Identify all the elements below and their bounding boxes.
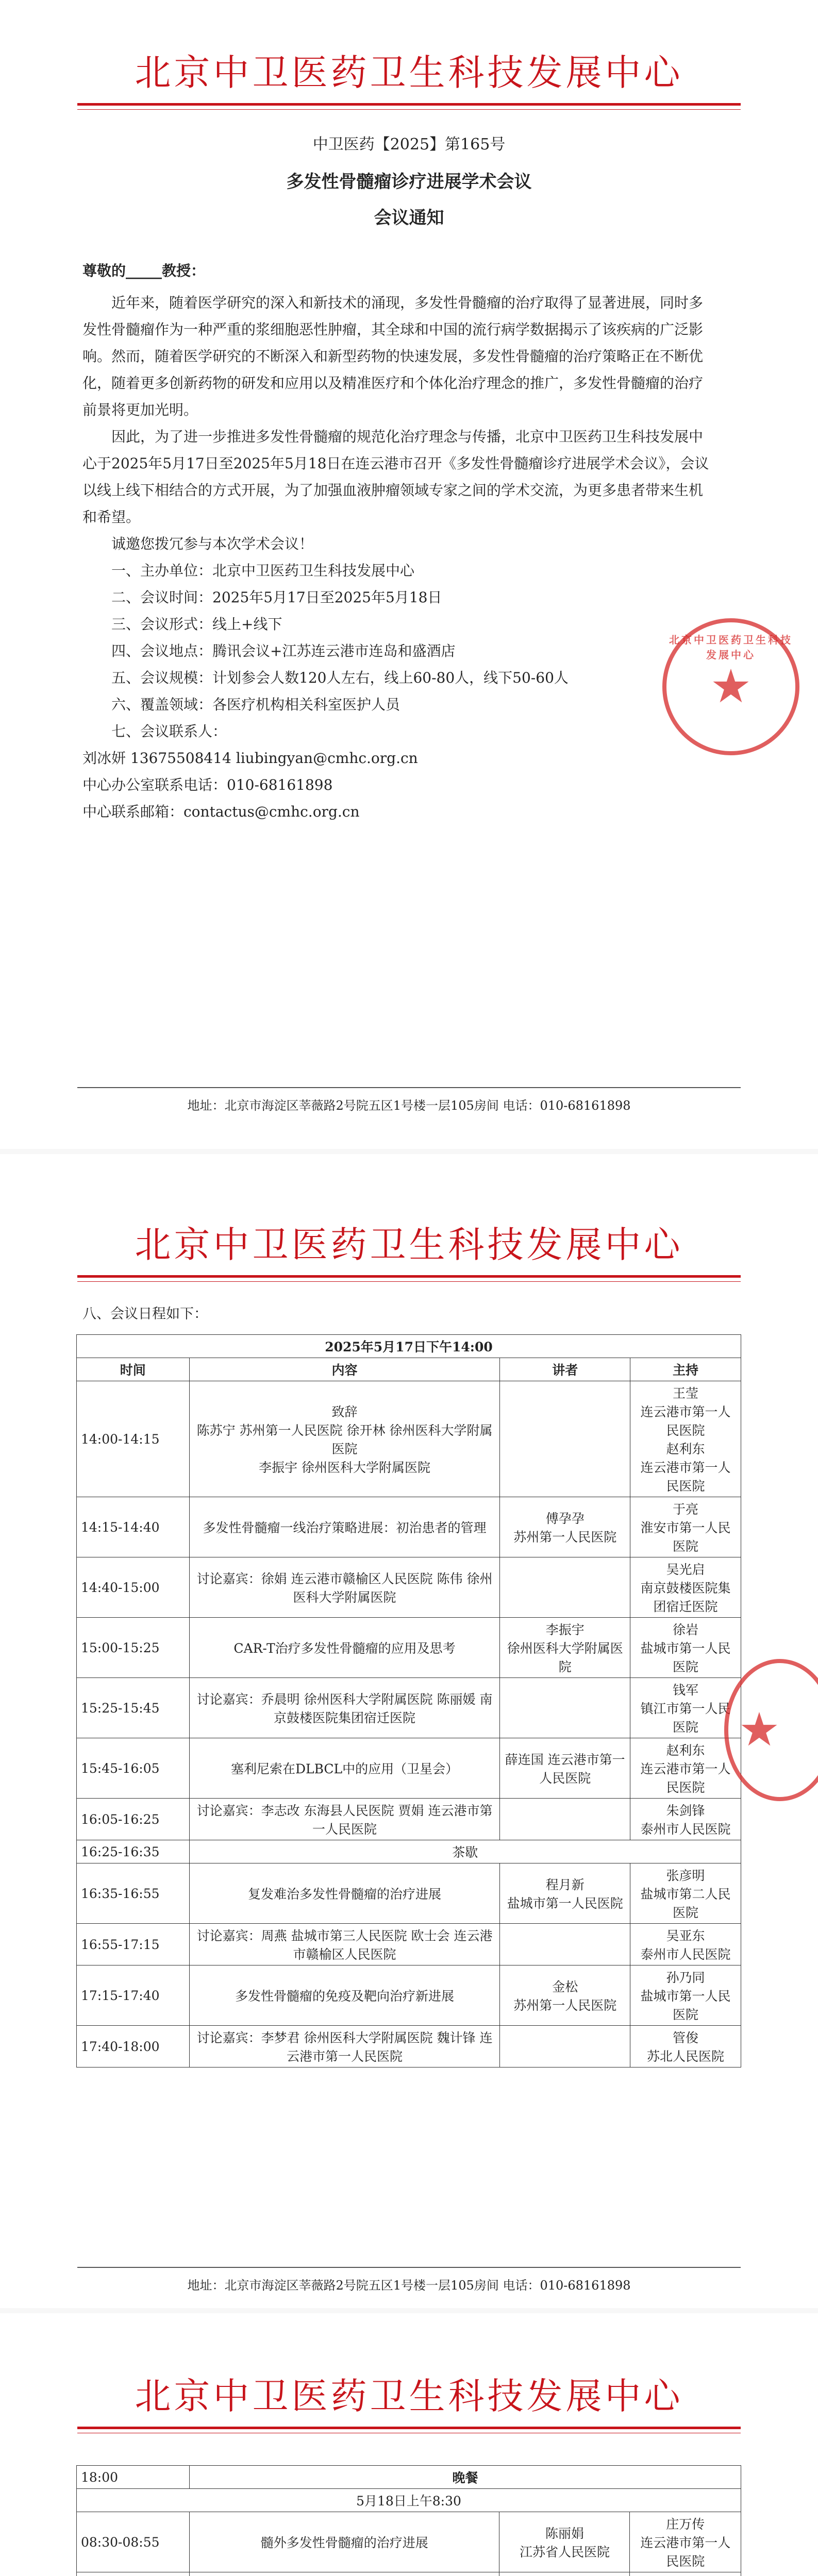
host-cell: 管俊 苏北人民医院 bbox=[630, 2026, 741, 2067]
agenda-row-day1 bbox=[77, 1840, 741, 1863]
host-cell bbox=[630, 2572, 741, 2576]
content-cell: 致辞 陈苏宁 苏州第一人民医院 徐开林 徐州医科大学附属医院 李振宇 徐州医科大学附属医院 bbox=[189, 1381, 500, 1497]
letterhead-rule-thin bbox=[77, 1281, 741, 1282]
meeting-title: 多发性骨髓瘤诊疗进展学术会议 bbox=[286, 172, 532, 192]
host-cell: 朱剑锋 泰州市人民医院 bbox=[630, 1799, 741, 1840]
agenda-row-day2 bbox=[77, 2572, 741, 2576]
speaker-cell bbox=[500, 2026, 630, 2067]
notice-body bbox=[82, 258, 711, 825]
page-2 bbox=[0, 1154, 818, 2308]
content-cell: 讨论嘉宾：乔晨明 徐州医科大学附属医院 陈丽媛 南京鼓楼医院集团宿迁医院 bbox=[189, 1678, 500, 1738]
host-cell: 于亮 淮安市第一人民医院 bbox=[630, 1497, 741, 1557]
speaker-cell: 薛连国 连云港市第一人民医院 bbox=[500, 1738, 630, 1799]
host-cell: 王莹 连云港市第一人民医院 赵利东 连云港市第一人民医院 bbox=[630, 1381, 741, 1497]
salutation: 尊敬的_____教授： bbox=[82, 262, 206, 279]
host-cell: 庄万传 连云港市第一人民医院 bbox=[630, 2512, 741, 2572]
time-cell: 14:00-14:15 bbox=[77, 1381, 190, 1497]
page-1 bbox=[0, 0, 818, 1149]
day1-title: 2025年5月17日下午14:00 bbox=[77, 1335, 741, 1358]
letterhead-rule bbox=[77, 103, 741, 106]
page-3 bbox=[0, 2313, 818, 2576]
host-cell: 孙乃同 盐城市第一人民医院 bbox=[630, 1965, 741, 2026]
content-cell: CAR-T治疗多发性骨髓瘤的应用及思考 bbox=[189, 1618, 500, 1678]
agenda-table-day2 bbox=[76, 2465, 741, 2576]
dinner-label: 晚餐 bbox=[189, 2466, 741, 2489]
agenda-row-day1 bbox=[77, 1863, 741, 1924]
paragraph-intro: 近年来，随着医学研究的深入和新技术的涌现，多发性骨髓瘤的治疗取得了显著进展，同时多发性骨髓瘤作为一种严重的浆细胞恶性肿瘤，其全球和中国的流行病学数据揭示了该疾病的广泛影响。然而，随着医学研究的不断深入和新型药物的快速发展，多发性骨髓瘤的治疗策略正在不断优化，随着更多创新药物的研发和应用以及精准医疗和个体化治疗理念的推广，多发性骨髓瘤的治疗前景将更加光明。 bbox=[82, 294, 704, 418]
col-time-header: 时间 bbox=[77, 1358, 190, 1381]
agenda-row-day1 bbox=[77, 1678, 741, 1738]
item-format: 三、会议形式：线上+线下 bbox=[111, 616, 282, 633]
content-cell: 多发性骨髓瘤的免疫及靶向治疗新进展 bbox=[189, 1965, 500, 2026]
time-cell: 15:00-15:25 bbox=[77, 1618, 190, 1678]
item-location: 四、会议地点：腾讯会议+江苏连云港市连岛和盛酒店 bbox=[111, 642, 456, 659]
agenda-row-day1 bbox=[77, 1381, 741, 1497]
agenda-row-day1 bbox=[77, 2026, 741, 2067]
content-cell: 讨论嘉宾：徐娟 连云港市赣榆区人民医院 陈伟 徐州医科大学附属医院 bbox=[189, 1557, 500, 1618]
speaker-cell bbox=[500, 1799, 630, 1840]
speaker-cell bbox=[500, 1678, 630, 1738]
agenda-row-day1 bbox=[77, 1738, 741, 1799]
content-cell: 塞利尼索在DLBCL中的应用（卫星会） bbox=[189, 1738, 500, 1799]
time-cell: 14:15-14:40 bbox=[77, 1497, 190, 1557]
speaker-cell bbox=[499, 2572, 630, 2576]
speaker-cell: 程月新 盐城市第一人民医院 bbox=[500, 1863, 630, 1924]
paragraph-invite: 诚邀您拨冗参与本次学术会议！ bbox=[111, 535, 314, 552]
speaker-cell: 傅孕孕 苏州第一人民医院 bbox=[500, 1497, 630, 1557]
contact-person: 刘冰妍 13675508414 liubingyan@cmhc.org.cn bbox=[82, 750, 418, 767]
time-cell bbox=[77, 2572, 190, 2576]
letterhead-rule bbox=[77, 1275, 741, 1278]
content-cell: 讨论嘉宾：李梦君 徐州医科大学附属医院 魏计锋 连云港市第一人民医院 bbox=[189, 2026, 500, 2067]
time-cell: 14:40-15:00 bbox=[77, 1557, 190, 1618]
seal-star-icon: ★ bbox=[738, 1703, 780, 1757]
host-cell: 张彦明 盐城市第二人民医院 bbox=[630, 1863, 741, 1924]
seal-star-icon: ★ bbox=[710, 659, 752, 714]
item-coverage: 六、覆盖领域：各医疗机构相关科室医护人员 bbox=[111, 696, 400, 713]
speaker-cell: 陈丽娟 江苏省人民医院 bbox=[499, 2512, 630, 2572]
agenda-row-day1 bbox=[77, 1924, 741, 1965]
letterhead-title: 北京中卫医药卫生科技发展中心 bbox=[135, 52, 683, 94]
item-organizer: 一、主办单位：北京中卫医药卫生科技发展中心 bbox=[111, 562, 415, 579]
day2-title: 5月18日上午8:30 bbox=[77, 2489, 741, 2512]
time-cell: 15:45-16:05 bbox=[77, 1738, 190, 1799]
seal-text: 北京中卫医药卫生科技发展中心 bbox=[669, 634, 793, 661]
speaker-cell: 李振宇 徐州医科大学附属医院 bbox=[500, 1618, 630, 1678]
item-scale: 五、会议规模：计划参会人数120人左右，线上60-80人，线下50-60人 bbox=[111, 669, 569, 686]
letterhead-title: 北京中卫医药卫生科技发展中心 bbox=[135, 1224, 683, 1266]
item-time: 二、会议时间：2025年5月17日至2025年5月18日 bbox=[111, 589, 442, 606]
time-cell: 16:05-16:25 bbox=[77, 1799, 190, 1840]
time-cell: 17:15-17:40 bbox=[77, 1965, 190, 2026]
speaker-cell bbox=[500, 1924, 630, 1965]
col-host-header: 主持 bbox=[630, 1358, 741, 1381]
speaker-cell bbox=[500, 1381, 630, 1497]
paragraph-purpose: 因此，为了进一步推进多发性骨髓瘤的规范化治疗理念与传播，北京中卫医药卫生科技发展中心于2025年5月17日至2025年5月18日在连云港市召开《多发性骨髓瘤诊疗进展学术会议》，会议以线上线下相结合的方式开展，为了加强血液肿瘤领域专家之间的学术交流，为更多患者带来生机和希望。 bbox=[82, 428, 709, 526]
host-cell: 赵利东 连云港市第一人民医院 bbox=[630, 1738, 741, 1799]
time-cell: 17:40-18:00 bbox=[77, 2026, 190, 2067]
page-footer: 地址：北京市海淀区莘薇路2号院五区1号楼一层105房间 电话：010-68161898 bbox=[77, 1087, 741, 1113]
agenda-row-day1 bbox=[77, 1497, 741, 1557]
host-cell: 吴光启 南京鼓楼医院集团宿迁医院 bbox=[630, 1557, 741, 1618]
notice-title: 会议通知 bbox=[374, 208, 444, 228]
time-cell: 16:55-17:15 bbox=[77, 1924, 190, 1965]
content-cell bbox=[189, 2572, 499, 2576]
contact-email: 中心联系邮箱：contactus@cmhc.org.cn bbox=[82, 803, 360, 820]
contact-office-phone: 中心办公室联系电话：010-68161898 bbox=[82, 776, 333, 793]
agenda-row-day1 bbox=[77, 1618, 741, 1678]
col-speaker-header: 讲者 bbox=[500, 1358, 630, 1381]
agenda-heading: 八、会议日程如下： bbox=[82, 1306, 208, 1322]
agenda-row-day1 bbox=[77, 1965, 741, 2026]
doc-number: 中卫医药【2025】第165号 bbox=[312, 135, 506, 154]
speaker-cell bbox=[500, 1557, 630, 1618]
letterhead-title: 北京中卫医药卫生科技发展中心 bbox=[135, 2375, 683, 2417]
content-cell: 复发难治多发性骨髓瘤的治疗进展 bbox=[189, 1863, 500, 1924]
agenda-row-day1 bbox=[77, 1557, 741, 1618]
agenda-table-day1 bbox=[76, 1334, 741, 2067]
dinner-time: 18:00 bbox=[77, 2466, 190, 2489]
host-cell: 吴亚东 泰州市人民医院 bbox=[630, 1924, 741, 1965]
time-cell: 16:25-16:35 bbox=[77, 1840, 190, 1863]
agenda-row-day1 bbox=[77, 1799, 741, 1840]
content-cell: 茶歇 bbox=[189, 1840, 741, 1863]
time-cell: 16:35-16:55 bbox=[77, 1863, 190, 1924]
content-cell: 髓外多发性骨髓瘤的治疗进展 bbox=[189, 2512, 499, 2572]
host-cell: 钱军 镇江市第一人民医院 bbox=[630, 1678, 741, 1738]
speaker-cell: 金松 苏州第一人民医院 bbox=[500, 1965, 630, 2026]
col-content-header: 内容 bbox=[189, 1358, 500, 1381]
time-cell: 15:25-15:45 bbox=[77, 1678, 190, 1738]
agenda-row-day2 bbox=[77, 2512, 741, 2572]
official-seal bbox=[662, 618, 799, 755]
page-footer: 地址：北京市海淀区莘薇路2号院五区1号楼一层105房间 电话：010-68161898 bbox=[77, 2267, 741, 2293]
content-cell: 讨论嘉宾：周燕 盐城市第三人民医院 欧士会 连云港市赣榆区人民医院 bbox=[189, 1924, 500, 1965]
time-cell: 08:30-08:55 bbox=[77, 2512, 190, 2572]
content-cell: 讨论嘉宾：李志改 东海县人民医院 贾娟 连云港市第一人民医院 bbox=[189, 1799, 500, 1840]
letterhead-rule bbox=[77, 2427, 741, 2429]
item-contact-heading: 七、会议联系人： bbox=[111, 723, 227, 740]
content-cell: 多发性骨髓瘤一线治疗策略进展：初治患者的管理 bbox=[189, 1497, 500, 1557]
letterhead-rule-thin bbox=[77, 109, 741, 110]
host-cell: 徐岩 盐城市第一人民医院 bbox=[630, 1618, 741, 1678]
